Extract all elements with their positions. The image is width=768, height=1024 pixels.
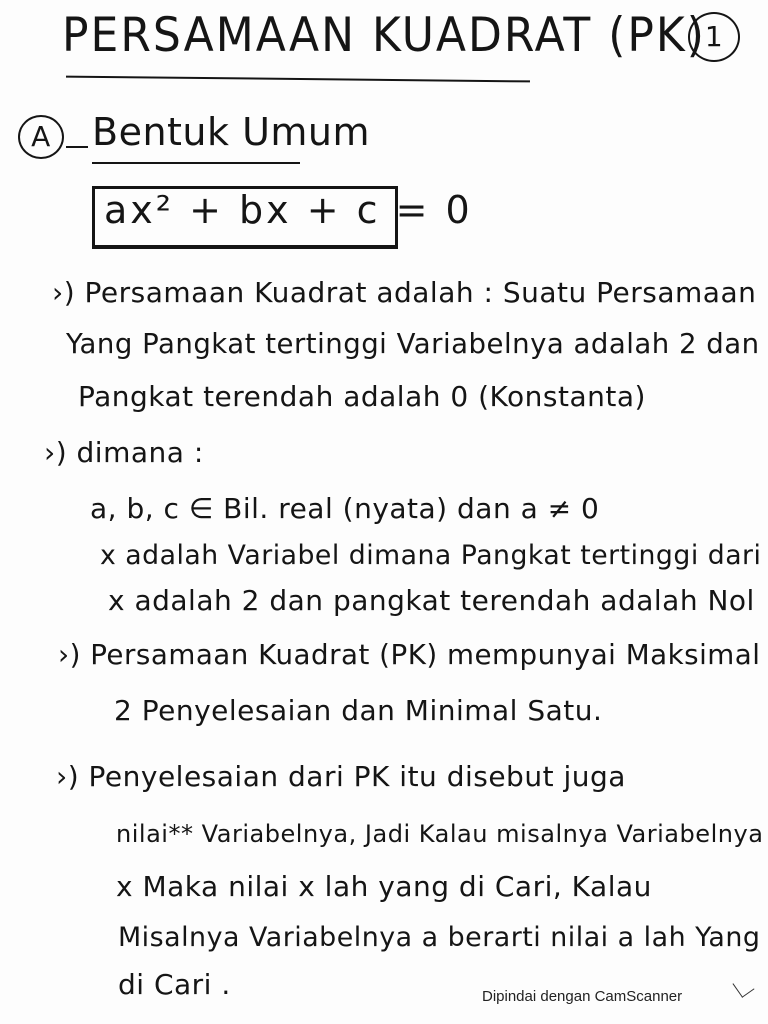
- general-form-formula: ax² + bx + c = 0: [104, 188, 473, 232]
- page-title: PERSAMAAN KUADRAT (PK): [62, 7, 706, 64]
- note-line: Pangkat terendah adalah 0 (Konstanta): [78, 380, 646, 413]
- section-title: Bentuk Umum: [92, 110, 371, 154]
- note-line: di Cari .: [118, 968, 231, 1001]
- note-line: x adalah Variabel dimana Pangkat tertinggi dari: [100, 540, 762, 571]
- page-number: 1: [688, 12, 740, 62]
- note-line: nilai** Variabelnya, Jadi Kalau misalnya Variabelnya: [116, 820, 764, 848]
- note-line: ›) Penyelesaian dari PK itu disebut juga: [56, 760, 626, 793]
- note-line: x adalah 2 dan pangkat terendah adalah Nol: [108, 584, 755, 617]
- section-marker: A: [18, 115, 64, 159]
- note-line: 2 Penyelesaian dan Minimal Satu.: [114, 694, 603, 727]
- note-line: x Maka nilai x lah yang di Cari, Kalau: [116, 870, 652, 903]
- note-line: ›) dimana :: [44, 436, 204, 469]
- note-line: a, b, c ∈ Bil. real (nyata) dan a ≠ 0: [90, 492, 600, 525]
- scanner-watermark: Dipindai dengan CamScanner: [482, 988, 683, 1005]
- note-line: ›) Persamaan Kuadrat adalah : Suatu Persamaan: [52, 276, 757, 309]
- section-dash: [66, 146, 88, 148]
- note-line: ›) Persamaan Kuadrat (PK) mempunyai Maksimal: [58, 638, 761, 671]
- title-underline: [66, 76, 530, 83]
- note-line: Yang Pangkat tertinggi Variabelnya adalah 2 dan: [66, 328, 760, 360]
- section-title-underline: [92, 162, 300, 164]
- corner-mark: [732, 975, 754, 998]
- note-line: Misalnya Variabelnya a berarti nilai a lah Yang: [118, 922, 761, 953]
